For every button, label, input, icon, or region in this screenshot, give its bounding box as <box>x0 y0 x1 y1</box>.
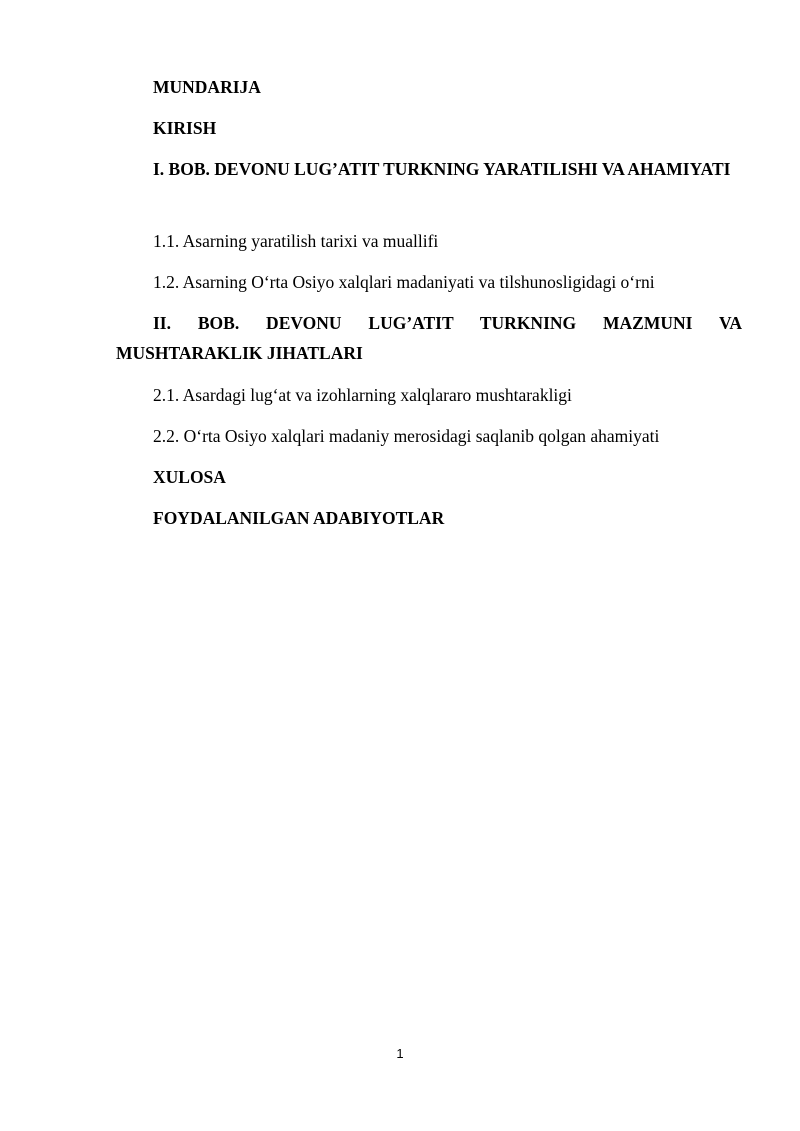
toc-item-section-2-2: 2.2. O‘rta Osiyo xalqlari madaniy merosidagi saqlanib qolgan ahamiyati <box>153 426 660 446</box>
toc-item-intro: KIRISH <box>153 118 217 138</box>
toc-item-references: FOYDALANILGAN ADABIYOTLAR <box>153 508 445 528</box>
toc-item-conclusion: XULOSA <box>153 467 226 487</box>
toc-title: MUNDARIJA <box>153 77 261 97</box>
page-number: 1 <box>396 1046 404 1061</box>
toc-item-section-2-1: 2.1. Asardagi lug‘at va izohlarning xalqlararo mushtarakligi <box>153 385 572 405</box>
toc-item-section-1-2: 1.2. Asarning O‘rta Osiyo xalqlari madaniyati va tilshunosligidagi o‘rni <box>153 272 655 292</box>
toc-item-chapter-2: II. BOB. DEVONU LUG’ATIT TURKNING MAZMUNI VA MUSHTARAKLIK JIHATLARI <box>116 313 742 363</box>
toc-item-chapter-1: I. BOB. DEVONU LUG’ATIT TURKNING YARATILISHI VA AHAMIYATI <box>153 159 731 179</box>
toc-item-section-1-1: 1.1. Asarning yaratilish tarixi va muallifi <box>153 231 439 251</box>
